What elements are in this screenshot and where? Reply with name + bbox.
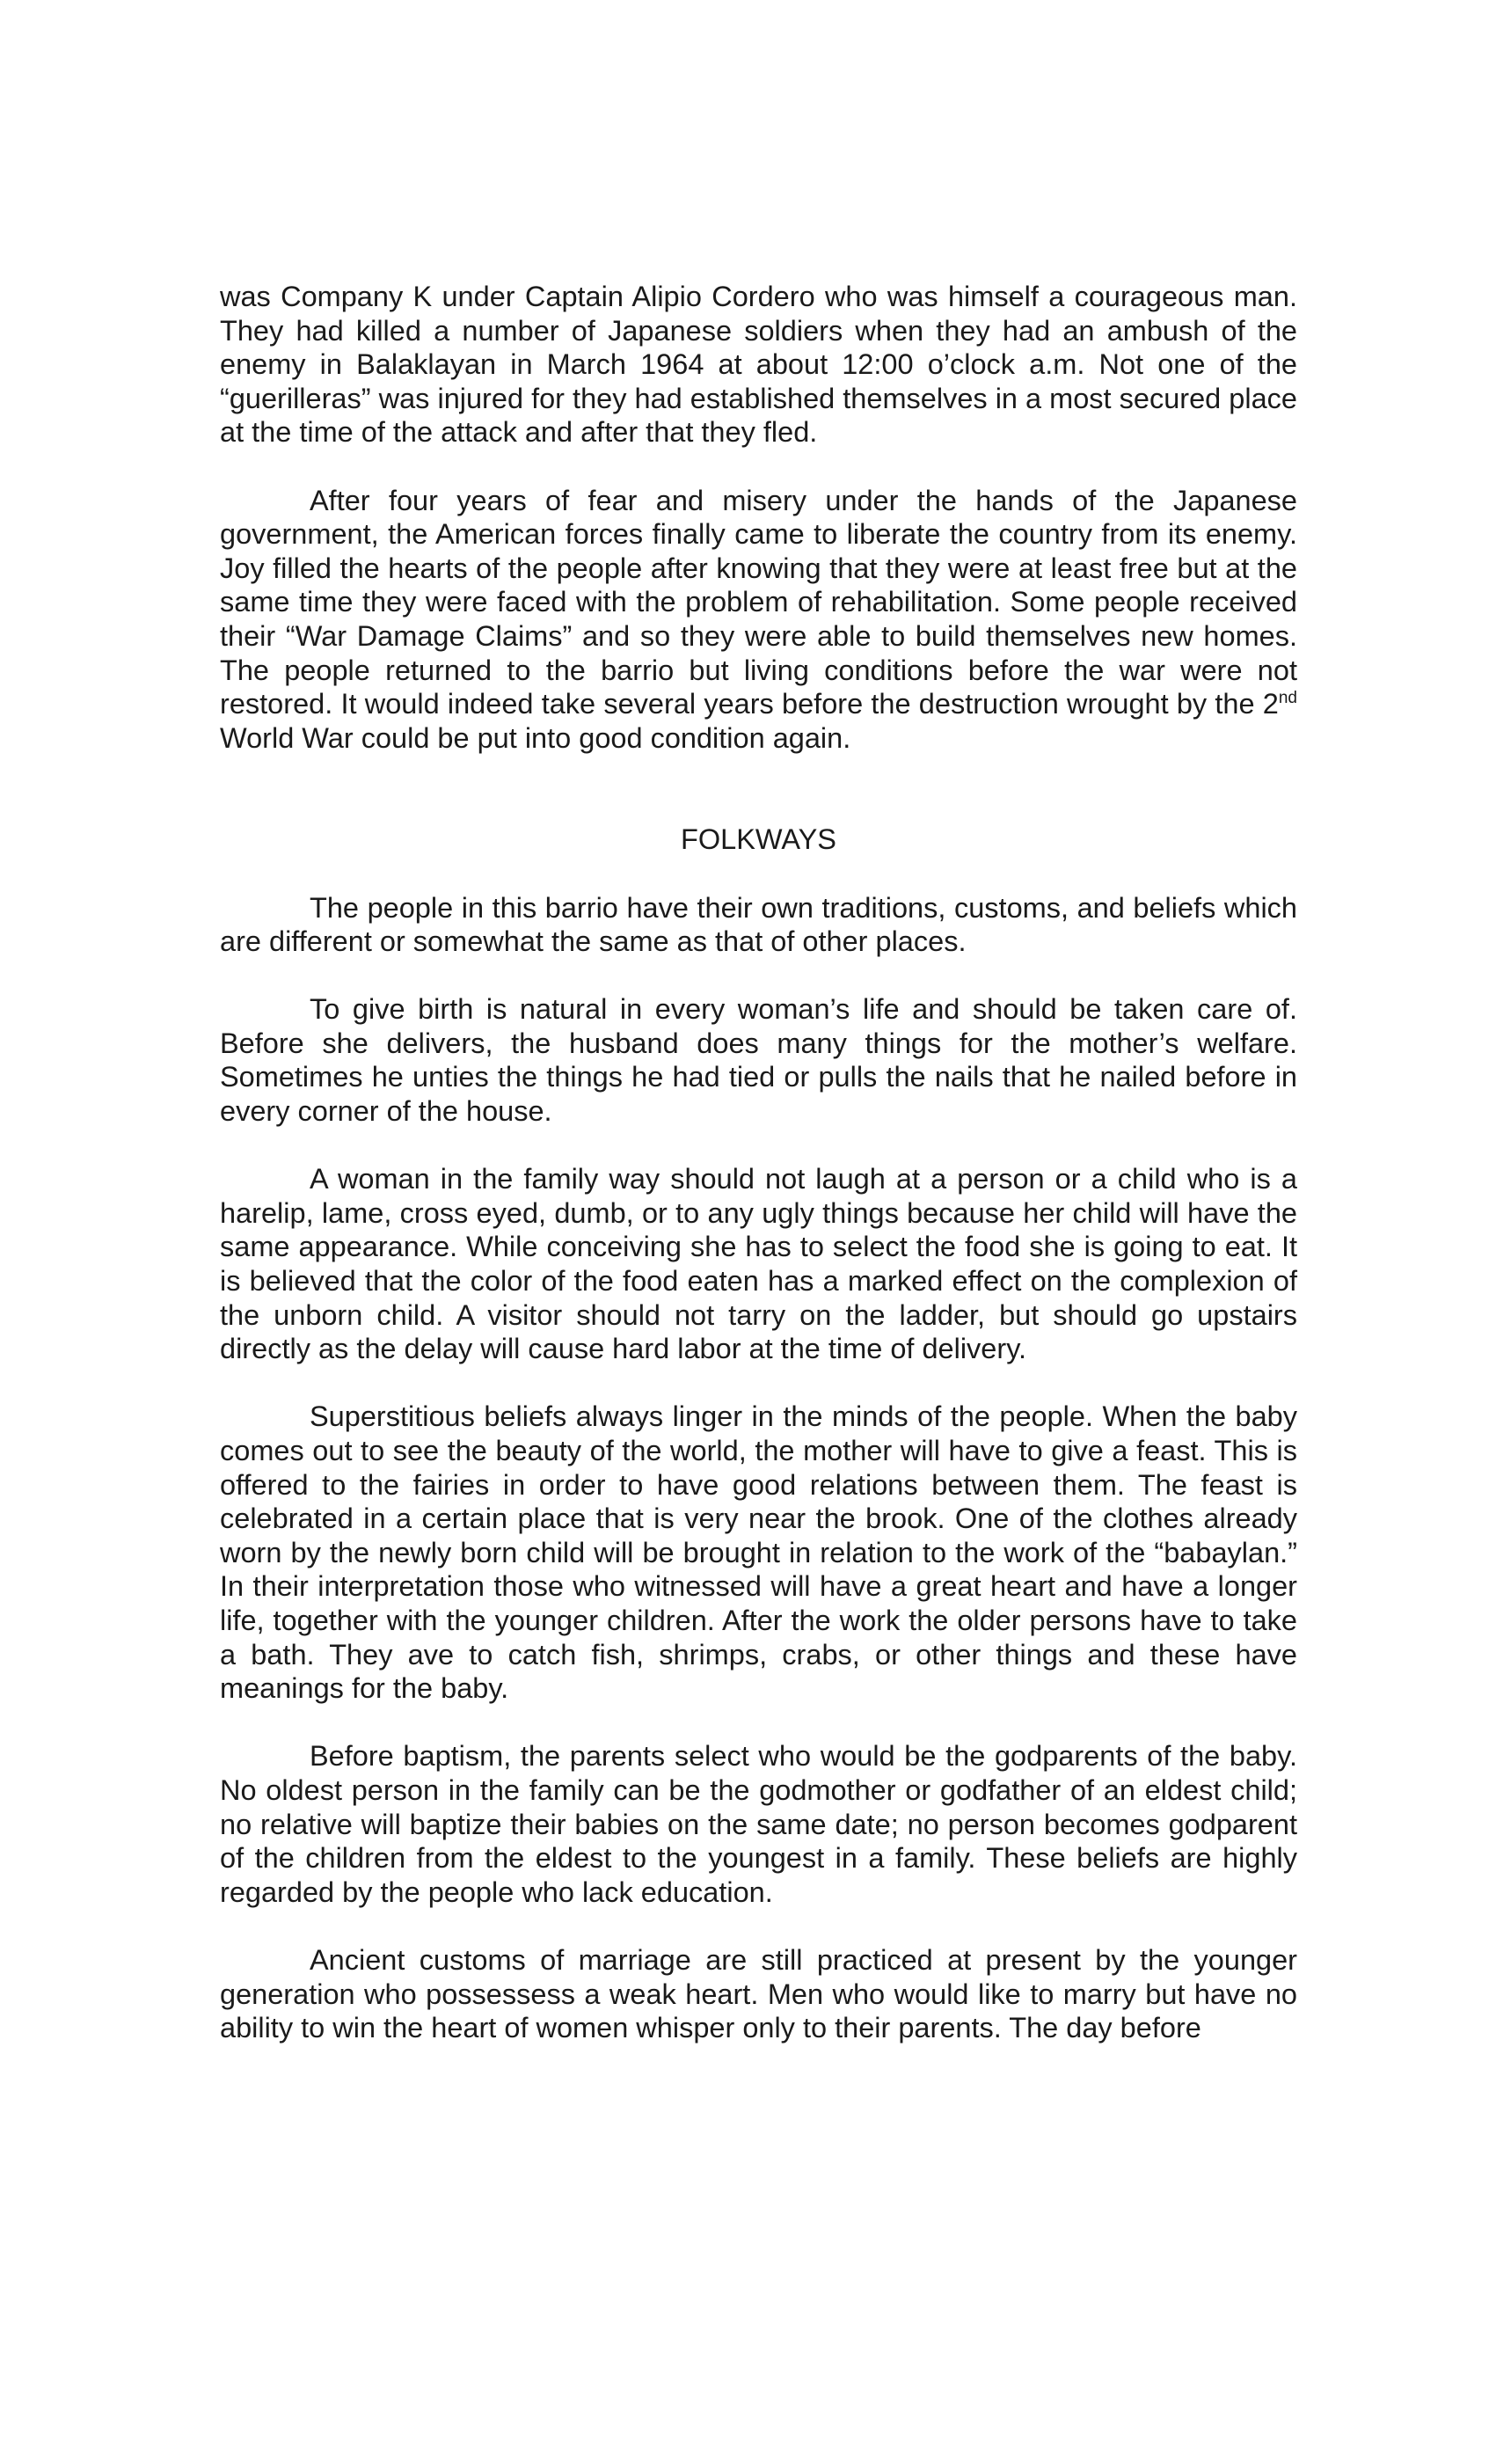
paragraph-liberation (220, 484, 1297, 756)
document-page (220, 280, 1297, 2079)
paragraph-baptism: Before baptism, the parents select who would be the godparents of the baby. No oldest person in the family can be the godmother or godfather of an eldest child; no relative will baptize their babies on the same date; no person becomes godparent of the children from the eldest to the youngest in a family. These beliefs are highly regarded by the people who lack education. (220, 1740, 1297, 1908)
paragraph-liberation-text-end: World War could be put into good condition again. (220, 721, 851, 754)
paragraph-guerilla-company: was Company K under Captain Alipio Cordero who was himself a courageous man. They had killed a number of Japanese soldiers when they had an ambush of the enemy in Balaklayan in March 1964 at about 12:00 o’clock a.m. Not one of the “guerilleras” was injured for they had established themselves in a most secured place at the time of the attack and after that they fled. (220, 281, 1297, 449)
paragraph-pregnancy-beliefs: A woman in the family way should not laugh at a person or a child who is a harelip, lame, cross eyed, dumb, or to any ugly things because her child will have the same appearance. While conceiving she has to select the food she is going to eat. It is believed that the color of the food eaten has a marked effect on the complexion of the unborn child. A visitor should not tarry on the ladder, but should go upstairs directly as the delay will cause hard labor at the time of delivery. (220, 1163, 1297, 1365)
section-heading-folkways: FOLKWAYS (681, 823, 836, 856)
paragraph-marriage: Ancient customs of marriage are still practiced at present by the younger generation who possessess a weak heart. Men who would like to marry but have no ability to win the heart of women whisper only to their parents. The day before (220, 1943, 1297, 2044)
paragraph-superstitions: Superstitious beliefs always linger in the minds of the people. When the baby comes out to see the beauty of the world, the mother will have to give a feast. This is offered to the fairies in order to have good relations between them. The feast is celebrated in a certain place that is very near the brook. One of the clothes already worn by the newly born child will be brought in relation to the work of the “babaylan.” In their interpretation those who witnessed will have a great heart and have a longer life, together with the younger children. After the work the older persons have to take a bath. They ave to catch fish, shrimps, crabs, or other things and these have meanings for the baby. (220, 1400, 1297, 1705)
paragraph-liberation-text: After four years of fear and misery under the hands of the Japanese government, the American forces finally came to liberate the country from its enemy. Joy filled the hearts of the people after knowing that they were at least free but at the same time they were faced with the problem of rehabilitation. Some people received their “War Damage Claims” and so they were able to build themselves new homes. The people returned to the barrio but living conditions before the war were not restored. It would indeed take several years before the destruction wrought by the 2 (220, 484, 1297, 720)
paragraph-birth: To give birth is natural in every woman’s life and should be taken care of. Before she delivers, the husband does many things for the mother’s welfare. Sometimes he unties the things he had tied or pulls the nails that he nailed before in every corner of the house. (220, 993, 1297, 1128)
ordinal-superscript: nd (1278, 689, 1297, 708)
paragraph-traditions: The people in this barrio have their own traditions, customs, and beliefs which are different or somewhat the same as that of other places. (220, 891, 1297, 958)
